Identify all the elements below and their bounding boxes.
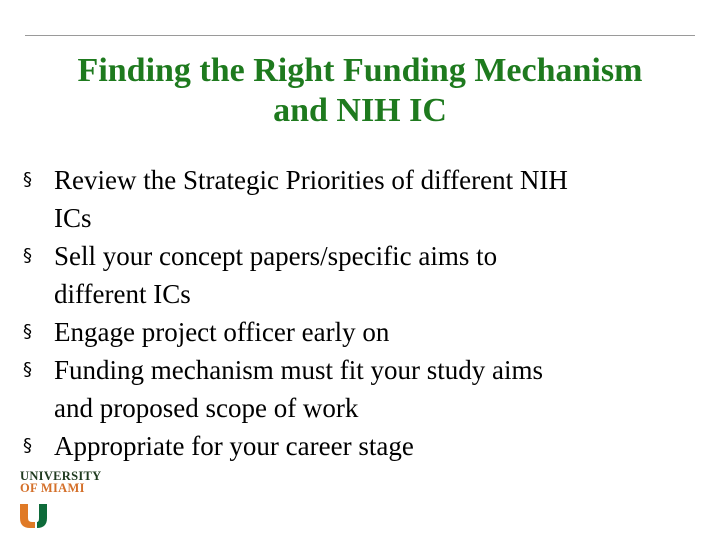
- bullet-marker: §: [23, 321, 32, 342]
- bullet-text-line: Appropriate for your career stage: [54, 431, 414, 461]
- bullet-list: [20, 161, 700, 465]
- university-of-miami-logo: [20, 470, 140, 535]
- bullet-item: [20, 161, 669, 237]
- slide-title: [0, 51, 720, 131]
- bullet-marker: §: [23, 435, 32, 456]
- bullet-text-line: and proposed scope of work: [54, 393, 359, 423]
- bullet-text-line: Funding mechanism must fit your study aims: [54, 355, 543, 385]
- slide-title-line-2: and NIH IC: [273, 92, 447, 129]
- bullet-marker: §: [23, 169, 32, 190]
- split-u-icon: [20, 504, 60, 528]
- bullet-item: [20, 427, 669, 465]
- logo-line-1: UNIVERSITY: [20, 469, 102, 483]
- title-divider: [25, 35, 695, 36]
- bullet-text-line: Engage project officer early on: [54, 317, 390, 347]
- bullet-text-line: Sell your concept papers/specific aims to: [54, 241, 498, 271]
- logo-line-2: OF MIAMI: [20, 481, 85, 495]
- bullet-text-line: ICs: [54, 203, 92, 233]
- bullet-item: [20, 237, 669, 313]
- bullet-marker: §: [23, 359, 32, 380]
- slide-title-line-1: Finding the Right Funding Mechanism: [77, 52, 643, 89]
- bullet-text-line: different ICs: [54, 279, 191, 309]
- bullet-item: [20, 313, 669, 351]
- bullet-text-line: Review the Strategic Priorities of different NIH: [54, 165, 568, 195]
- bullet-marker: §: [23, 245, 32, 266]
- bullet-item: [20, 351, 669, 427]
- logo-wordmark: [20, 470, 140, 494]
